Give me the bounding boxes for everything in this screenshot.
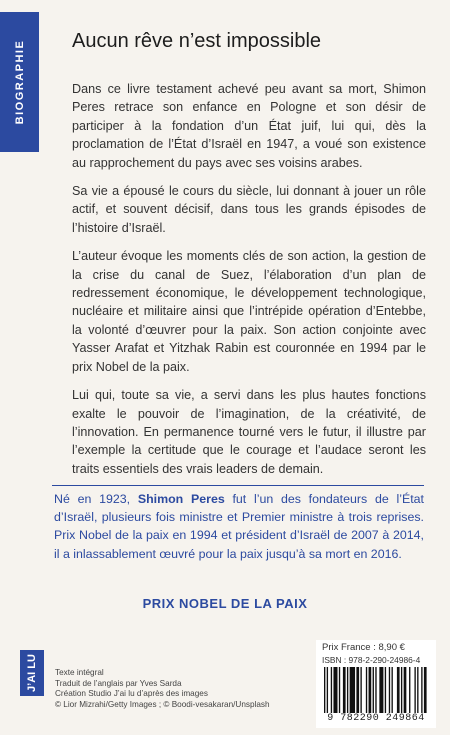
barcode-bar bbox=[339, 667, 340, 713]
barcode-bar bbox=[397, 667, 400, 713]
barcode-bar bbox=[369, 667, 372, 713]
credit-line: © Lior Mizrahi/Getty Images ; © Boodi-vesakaran/Unsplash bbox=[55, 699, 270, 709]
prize-banner: PRIX NOBEL DE LA PAIX bbox=[142, 596, 308, 611]
barcode-bar bbox=[331, 667, 332, 713]
barcode-bar bbox=[389, 667, 390, 713]
summary-paragraph: Lui qui, toute sa vie, a servi dans les plus hautes fonctions exalte le pouvoir de l’imagination, de la créativité, de l’innovation. En permanence tourné vers le futur, il illustre par l’exemple la certitude que le courage et l’audace seront les traits essentiels des vrais leaders de demain. bbox=[72, 388, 426, 476]
bio-intro: Né en 1923, bbox=[54, 492, 138, 506]
author-name: Shimon Peres bbox=[137, 492, 225, 506]
barcode-bar bbox=[366, 667, 367, 713]
barcode-bar bbox=[401, 667, 402, 713]
genre-tab bbox=[0, 12, 39, 152]
credit-line: Création Studio J’ai lu d’après des images bbox=[55, 689, 208, 699]
summary-text bbox=[72, 80, 426, 488]
author-bio bbox=[54, 490, 424, 563]
barcode-bar bbox=[409, 667, 410, 713]
publisher-logo-text: J’AI LU bbox=[26, 654, 38, 692]
isbn-label: ISBN : 978-2-290-24986-4 bbox=[322, 655, 421, 665]
barcode-bar bbox=[373, 667, 374, 713]
barcode-bar bbox=[404, 667, 407, 713]
barcode-bar bbox=[421, 667, 422, 713]
summary-paragraph: Dans ce livre testament achevé peu avant sa mort, Shimon Peres retrace son enfance en Pologne et son désir de participer à la fondation d’un État juif, lui qui, dès la proclamation de l’État d’Israël en 1947, a voué son existence au rapprochement du pays avec ses voisins arabes. bbox=[72, 82, 426, 170]
barcode-bar bbox=[414, 667, 415, 713]
barcode-bar bbox=[424, 667, 427, 713]
barcode-bar bbox=[343, 667, 346, 713]
barcode-bar bbox=[333, 667, 337, 713]
price-barcode-block bbox=[316, 640, 436, 728]
barcode-bar bbox=[392, 667, 393, 713]
barcode-bar bbox=[350, 667, 355, 713]
barcode-bar bbox=[327, 667, 328, 713]
credit-line: Traduit de l’anglais par Yves Sarda bbox=[55, 678, 182, 688]
bio-rest: fut l’un des fondateurs de l’État d’Israël, plusieurs fois ministre et Premier ministre à trois reprises. Prix Nobel de la paix en 1994 et président d’Israël de 2007 à 2014, il a inlassablement œuvré pour la paix jusqu’à sa mort en 2016. bbox=[54, 492, 424, 561]
barcode-digits: 9 782290 249864 bbox=[327, 713, 425, 724]
barcode-bar bbox=[375, 667, 376, 713]
barcode-bar bbox=[360, 667, 361, 713]
barcode-bar bbox=[385, 667, 386, 713]
barcode-bar bbox=[417, 667, 418, 713]
summary-paragraph: L’auteur évoque les moments clés de son action, la gestion de la crise du canal de Suez, l’élaboration d’un plan de redressement économique, le développement technologique, nucléaire et militaire ainsi que l’intrépide opération d’Entebbe, la volonté d’œuvrer pour la paix. Son action conjointe avec Yasser Arafat et Yitzhak Rabin est couronnée en 1994 par le prix Nobel de la paix. bbox=[72, 249, 426, 374]
barcode-bar bbox=[356, 667, 359, 713]
barcode-bar bbox=[324, 667, 325, 713]
barcode-bar bbox=[347, 667, 348, 713]
barcode-bar bbox=[379, 667, 383, 713]
price-label: Prix France : 8,90 € bbox=[322, 642, 405, 653]
publisher-logo bbox=[20, 650, 44, 696]
credit-line: Texte intégral bbox=[55, 668, 104, 677]
summary-paragraph: Sa vie a épousé le cours du siècle, lui donnant à jouer un rôle actif, et souvent décisif, dans tous les grands épisodes de l’histoire d’Israël. bbox=[72, 184, 426, 235]
book-title: Aucun rêve n’est impossible bbox=[72, 30, 322, 52]
section-divider bbox=[52, 485, 424, 486]
barcode-graphic bbox=[320, 667, 430, 713]
genre-label: BIOGRAPHIE bbox=[13, 39, 26, 125]
credits-block bbox=[55, 668, 315, 710]
